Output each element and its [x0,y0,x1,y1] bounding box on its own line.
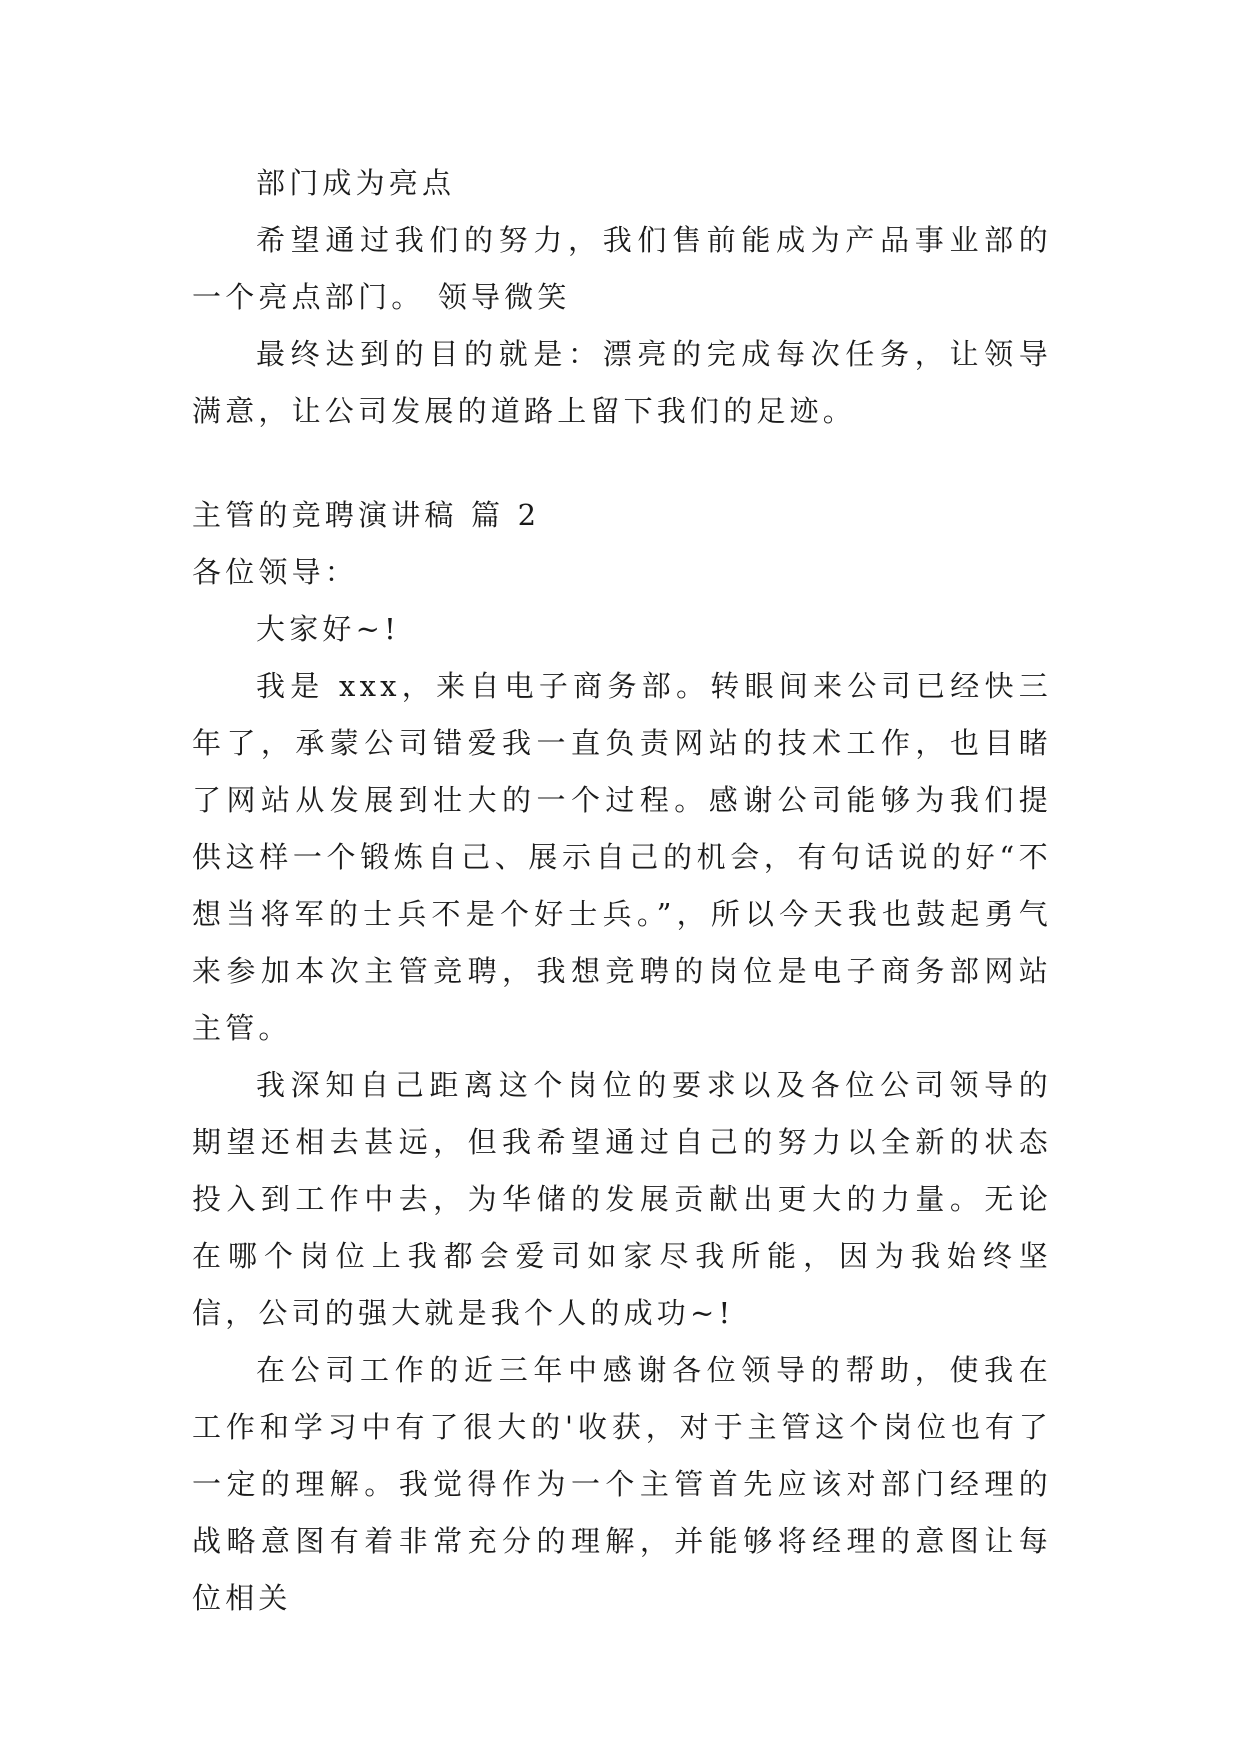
salutation: 各位领导： [192,555,359,589]
paragraph-hope: 希望通过我们的努力，我们售前能成为产品事业部的一个亮点部门。 领导微笑 [192,223,1052,314]
paragraph-final-goal: 最终达到的目的就是：漂亮的完成每次任务，让领导满意，让公司发展的道路上留下我们的足迹。 [192,337,1052,428]
speech-title: 主管的竞聘演讲稿 篇 2 [192,498,541,532]
paragraph-self-awareness: 我深知自己距离这个岗位的要求以及各位公司领导的期望还相去甚远，但我希望通过自己的努力以全新的状态投入到工作中去，为华储的发展贡献出更大的力量。无论在哪个岗位上我都会爱司如家尽我所能，因为我始终坚信，公司的强大就是我个人的成功~! [192,1068,1052,1330]
paragraph-department-highlight: 部门成为亮点 [256,166,456,200]
greeting: 大家好~! [256,612,400,646]
paragraph-understanding: 在公司工作的近三年中感谢各位领导的帮助，使我在工作和学习中有了很大的'收获，对于主管这个岗位也有了一定的理解。我觉得作为一个主管首先应该对部门经理的战略意图有着非常充分的理解，并能够将经理的意图让每位相关 [192,1353,1052,1615]
paragraph-introduction: 我是 xxx，来自电子商务部。转眼间来公司已经快三年了，承蒙公司错爱我一直负责网站的技术工作，也目睹了网站从发展到壮大的一个过程。感谢公司能够为我们提供这样一个锻炼自己、展示自己的机会，有句话说的好“不想当将军的士兵不是个好士兵。”，所以今天我也鼓起勇气来参加本次主管竞聘，我想竞聘的岗位是电子商务部网站主管。 [192,669,1052,1045]
document-body [192,155,1052,1627]
